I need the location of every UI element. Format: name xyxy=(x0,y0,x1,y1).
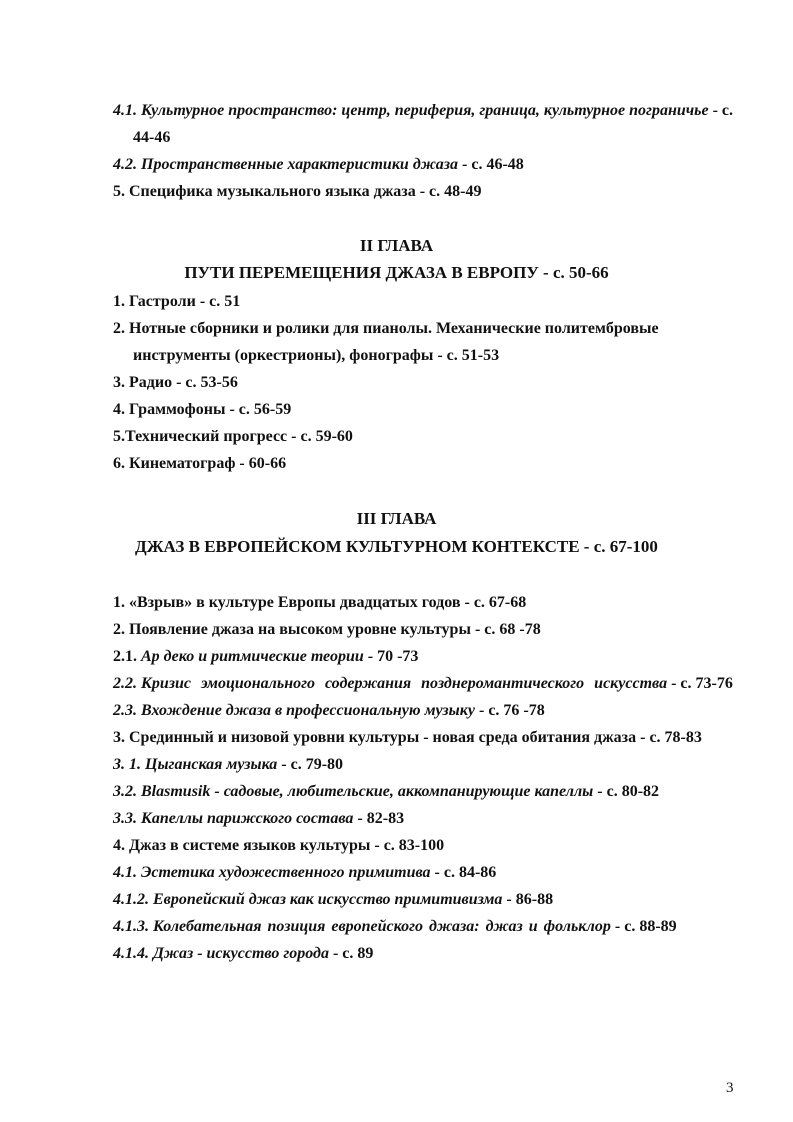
toc-entry-number: 4. xyxy=(113,401,129,418)
toc-entry-ch2-4 xyxy=(113,396,741,423)
toc-entry-5 xyxy=(113,178,741,205)
toc-entry-ch2-1 xyxy=(113,288,741,315)
toc-entry-title: Радио xyxy=(129,374,173,391)
toc-entry-title: Эстетика художественного примитива xyxy=(141,864,431,881)
toc-section-chapter3 xyxy=(113,589,741,967)
toc-entry-title: Джаз - искусство города xyxy=(153,945,329,962)
toc-entry-pages: - с. 89 xyxy=(328,945,374,962)
toc-entry-ch3-4-1 xyxy=(113,859,741,886)
toc-entry-ch3-3-3 xyxy=(113,805,741,832)
toc-entry-number: 3. 1. xyxy=(113,756,145,773)
toc-entry-number: 2. xyxy=(113,320,129,337)
toc-entry-ch2-5 xyxy=(113,423,741,450)
toc-entry-pages: - с. 78-83 xyxy=(636,729,702,746)
toc-entry-number: 1. xyxy=(113,594,129,611)
toc-entry-title: Джаз в системе языков культуры xyxy=(129,837,371,854)
toc-entry-title: Blasmusik - садовые, любительские, аккомпанирующие капеллы xyxy=(141,783,594,800)
toc-entry-number: 2.1. xyxy=(113,648,141,665)
toc-entry-ch3-3-1 xyxy=(113,751,741,778)
toc-entry-pages: - 86-88 xyxy=(502,891,554,908)
toc-entry-number: 4.2. xyxy=(113,156,141,173)
toc-entry-title: Европейский джаз как искусство примитивизма xyxy=(153,891,503,908)
toc-entry-number: 4.1. xyxy=(113,864,141,881)
toc-entry-ch3-1 xyxy=(113,589,741,616)
toc-entry-title: Культурное пространство: центр, периферия, граница, культурное пограничье xyxy=(141,102,709,119)
toc-entry-pages: - 60-66 xyxy=(235,455,287,472)
toc-entry-number: 6. xyxy=(113,455,129,472)
toc-entry-title: Специфика музыкального языка джаза xyxy=(129,183,416,200)
toc-entry-pages: - с. 84-86 xyxy=(430,864,497,881)
toc-entry-title: Кинематограф xyxy=(129,455,236,472)
toc-entry-pages: - с. 79-80 xyxy=(277,756,344,773)
toc-entry-number: 4.1. xyxy=(113,102,141,119)
toc-entry-number: 3. xyxy=(113,729,129,746)
toc-entry-title: Граммофоны xyxy=(129,401,226,418)
toc-entry-title: Вхождение джаза в профессиональную музыку xyxy=(141,702,475,719)
toc-entry-title: Нотные сборники и ролики для пианолы. Механические политембровые инструменты (оркестрионы), фонографы xyxy=(129,320,659,364)
toc-entry-pages: - с. 73-76 xyxy=(667,675,733,692)
toc-entry-pages: - с. 68 -78 xyxy=(470,621,541,638)
toc-entry-pages: - с. 53-56 xyxy=(172,374,238,391)
toc-entry-pages: - с. 88-89 xyxy=(610,918,677,935)
toc-entry-number: 3.3. xyxy=(113,810,141,827)
toc-entry-number: 2. xyxy=(113,621,129,638)
toc-entry-number: 4.1.2. xyxy=(113,891,153,908)
toc-entry-title: Технический прогресс xyxy=(125,428,288,445)
toc-entry-number: 4. xyxy=(113,837,129,854)
toc-entry-ch2-3 xyxy=(113,369,741,396)
toc-entry-pages: - с. 59-60 xyxy=(287,428,353,445)
toc-entry-4-2 xyxy=(113,151,741,178)
toc-entry-pages: - с. 46-48 xyxy=(458,156,524,173)
toc-entry-pages: - с. 56-59 xyxy=(225,401,292,418)
toc-entry-number: 5. xyxy=(113,428,125,445)
toc-entry-title: Ар деко и ритмические теории xyxy=(141,648,364,665)
toc-entry-ch2-6 xyxy=(113,450,741,477)
toc-entry-number: 4.1.3. xyxy=(113,918,153,935)
toc-entry-ch2-2 xyxy=(113,315,741,369)
toc-entry-title: Срединный и низовой уровни культуры - новая среда обитания джаза xyxy=(129,729,637,746)
toc-entry-title: Цыганская музыка xyxy=(145,756,278,773)
toc-entry-pages: - с. 48-49 xyxy=(415,183,482,200)
toc-entry-number: 4.1.4. xyxy=(113,945,153,962)
toc-entry-number: 3. xyxy=(113,374,129,391)
toc-entry-title: Пространственные характеристики джаза xyxy=(141,156,459,173)
chapter2-label: II ГЛАВА xyxy=(359,236,434,255)
toc-entry-number: 5. xyxy=(113,183,129,200)
toc-entry-title: «Взрыв» в культуре Европы двадцатых годов xyxy=(129,594,461,611)
toc-entry-pages: - с. 67-68 xyxy=(460,594,527,611)
toc-entry-pages: - с. 76 -78 xyxy=(474,702,545,719)
toc-entry-ch3-3 xyxy=(113,724,741,751)
toc-entry-number: 3.2. xyxy=(113,783,141,800)
toc-entry-ch3-3-2 xyxy=(113,778,741,805)
toc-entry-title: Колебательная позиция европейского джаза: джаз и фольклор xyxy=(153,918,611,935)
toc-entry-number: 2.2. xyxy=(113,675,141,692)
toc-entry-pages: - с. 44-46 xyxy=(133,102,733,146)
toc-entry-ch3-4 xyxy=(113,832,741,859)
toc-entry-pages: - с. 51 xyxy=(195,293,241,310)
toc-entry-ch3-4-1-3 xyxy=(113,913,741,940)
toc-entry-title: Капеллы парижского состава xyxy=(141,810,354,827)
toc-entry-number: 1. xyxy=(113,293,129,310)
toc-entry-pages: - 82-83 xyxy=(353,810,405,827)
toc-entry-ch3-2 xyxy=(113,616,741,643)
chapter3-label: III ГЛАВА xyxy=(356,509,437,528)
toc-entry-ch3-2-2 xyxy=(113,670,741,697)
toc-entry-4-1 xyxy=(113,97,741,151)
toc-entry-pages: - с. 83-100 xyxy=(370,837,445,854)
chapter2-title: ПУТИ ПЕРЕМЕЩЕНИЯ ДЖАЗА В ЕВРОПУ - с. 50-66 xyxy=(184,263,609,282)
toc-section-chapter1-tail xyxy=(113,97,741,205)
toc-entry-pages: - 70 -73 xyxy=(363,648,419,665)
toc-entry-ch3-2-3 xyxy=(113,697,741,724)
toc-entry-number: 2.3. xyxy=(113,702,141,719)
chapter3-title: ДЖАЗ В ЕВРОПЕЙСКОМ КУЛЬТУРНОМ КОНТЕКСТЕ - с. 67-100 xyxy=(135,537,658,556)
toc-entry-ch3-4-1-4 xyxy=(113,940,741,967)
toc-entry-ch3-4-1-2 xyxy=(113,886,741,913)
toc-section-chapter2 xyxy=(113,288,741,477)
toc-entry-title: Гастроли xyxy=(129,293,196,310)
toc-entry-title: Кризис эмоционального содержания позднеромантического искусства xyxy=(141,675,668,692)
toc-entry-ch3-2-1 xyxy=(113,643,741,670)
toc-entry-title: Появление джаза на высоком уровне культуры xyxy=(129,621,471,638)
toc-entry-pages: - с. 80-82 xyxy=(593,783,660,800)
toc-entry-pages: - с. 51-53 xyxy=(433,347,500,364)
page-number: 3 xyxy=(726,1080,734,1096)
